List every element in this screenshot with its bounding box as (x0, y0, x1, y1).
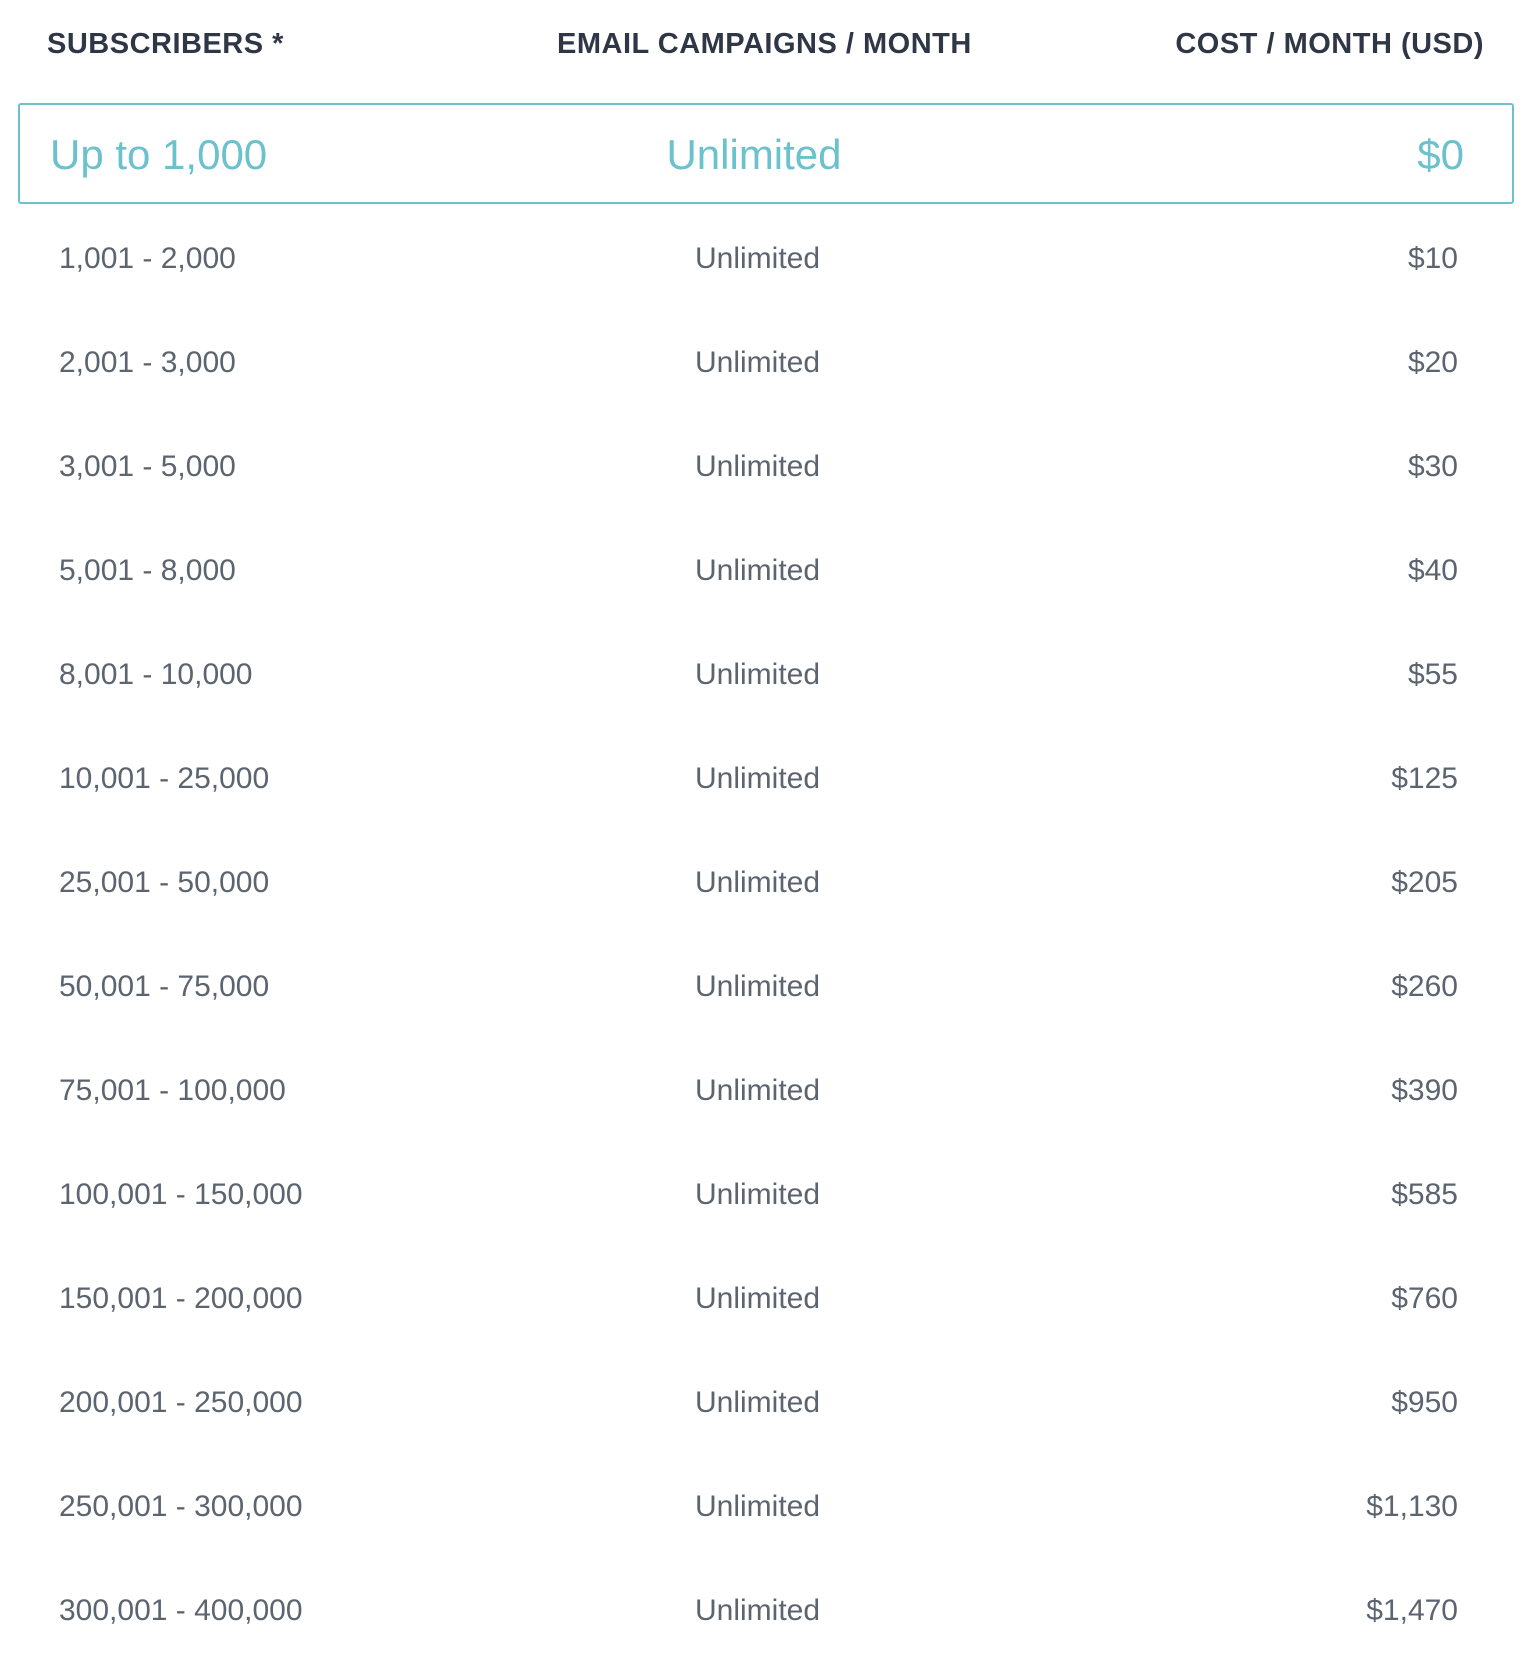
table-row[interactable] (0, 624, 1534, 728)
tier-subscribers: 8,001 - 10,000 (59, 658, 253, 691)
table-row[interactable] (0, 728, 1534, 832)
tier-cost: $0 (1417, 131, 1464, 178)
tier-subscribers: 5,001 - 8,000 (59, 554, 236, 587)
tier-cost: $1,470 (1366, 1594, 1458, 1627)
tier-campaigns: Unlimited (695, 762, 821, 795)
tier-cost: $10 (1407, 242, 1458, 275)
table-row[interactable] (0, 1248, 1534, 1352)
tier-cost: $950 (1391, 1386, 1458, 1419)
tier-cost: $390 (1391, 1074, 1458, 1107)
table-row[interactable] (0, 208, 1534, 312)
tier-subscribers: 50,001 - 75,000 (59, 970, 270, 1003)
tier-subscribers: 3,001 - 5,000 (59, 450, 236, 483)
table-row[interactable] (0, 416, 1534, 520)
tier-cost: $20 (1407, 346, 1458, 379)
tier-cost: $40 (1407, 554, 1458, 587)
tier-cost: $55 (1407, 658, 1458, 691)
tier-subscribers: 250,001 - 300,000 (59, 1490, 303, 1523)
tier-cost: $585 (1391, 1178, 1458, 1211)
tier-campaigns: Unlimited (695, 1386, 821, 1419)
tier-campaigns: Unlimited (695, 866, 821, 899)
tier-subscribers: 2,001 - 3,000 (59, 346, 236, 379)
tier-campaigns: Unlimited (695, 346, 821, 379)
table-header (0, 0, 1534, 92)
table-row[interactable] (0, 936, 1534, 1040)
table-row[interactable] (0, 832, 1534, 936)
tier-subscribers: 200,001 - 250,000 (59, 1386, 303, 1419)
header-email-campaigns: EMAIL CAMPAIGNS / MONTH (557, 28, 972, 60)
tier-campaigns: Unlimited (695, 658, 821, 691)
tier-rows (0, 208, 1534, 1664)
table-row[interactable] (0, 520, 1534, 624)
tier-campaigns: Unlimited (666, 131, 842, 178)
tier-cost: $1,130 (1366, 1490, 1458, 1523)
tier-subscribers: 300,001 - 400,000 (59, 1594, 303, 1627)
table-row[interactable] (0, 312, 1534, 416)
tier-subscribers: 25,001 - 50,000 (59, 866, 270, 899)
header-cost: COST / MONTH (USD) (1175, 28, 1484, 60)
tier-subscribers: 100,001 - 150,000 (59, 1178, 303, 1211)
tier-subscribers: 75,001 - 100,000 (59, 1074, 286, 1107)
table-row[interactable] (0, 1560, 1534, 1664)
tier-subscribers: 10,001 - 25,000 (59, 762, 270, 795)
tier-campaigns: Unlimited (695, 970, 821, 1003)
table-row[interactable] (0, 1352, 1534, 1456)
tier-campaigns: Unlimited (695, 1074, 821, 1107)
tier-cost: $30 (1407, 450, 1458, 483)
table-row[interactable] (0, 1144, 1534, 1248)
header-subscribers: SUBSCRIBERS * (47, 28, 284, 60)
tier-cost: $125 (1391, 762, 1458, 795)
tier-campaigns: Unlimited (695, 1178, 821, 1211)
table-row[interactable] (0, 1040, 1534, 1144)
tier-cost: $260 (1391, 970, 1458, 1003)
tier-subscribers: Up to 1,000 (50, 131, 268, 178)
tier-campaigns-cell (20, 132, 1516, 178)
tier-campaigns: Unlimited (695, 1594, 821, 1627)
tier-subscribers: 150,001 - 200,000 (59, 1282, 303, 1315)
tier-campaigns: Unlimited (695, 554, 821, 587)
tier-cost: $760 (1391, 1282, 1458, 1315)
table-row[interactable] (0, 1456, 1534, 1560)
tier-cost: $205 (1391, 866, 1458, 899)
tier-campaigns: Unlimited (695, 1282, 821, 1315)
selected-tier-row[interactable] (18, 103, 1514, 204)
tier-campaigns: Unlimited (695, 450, 821, 483)
tier-campaigns: Unlimited (695, 1490, 821, 1523)
tier-campaigns: Unlimited (695, 242, 821, 275)
tier-subscribers: 1,001 - 2,000 (59, 242, 236, 275)
